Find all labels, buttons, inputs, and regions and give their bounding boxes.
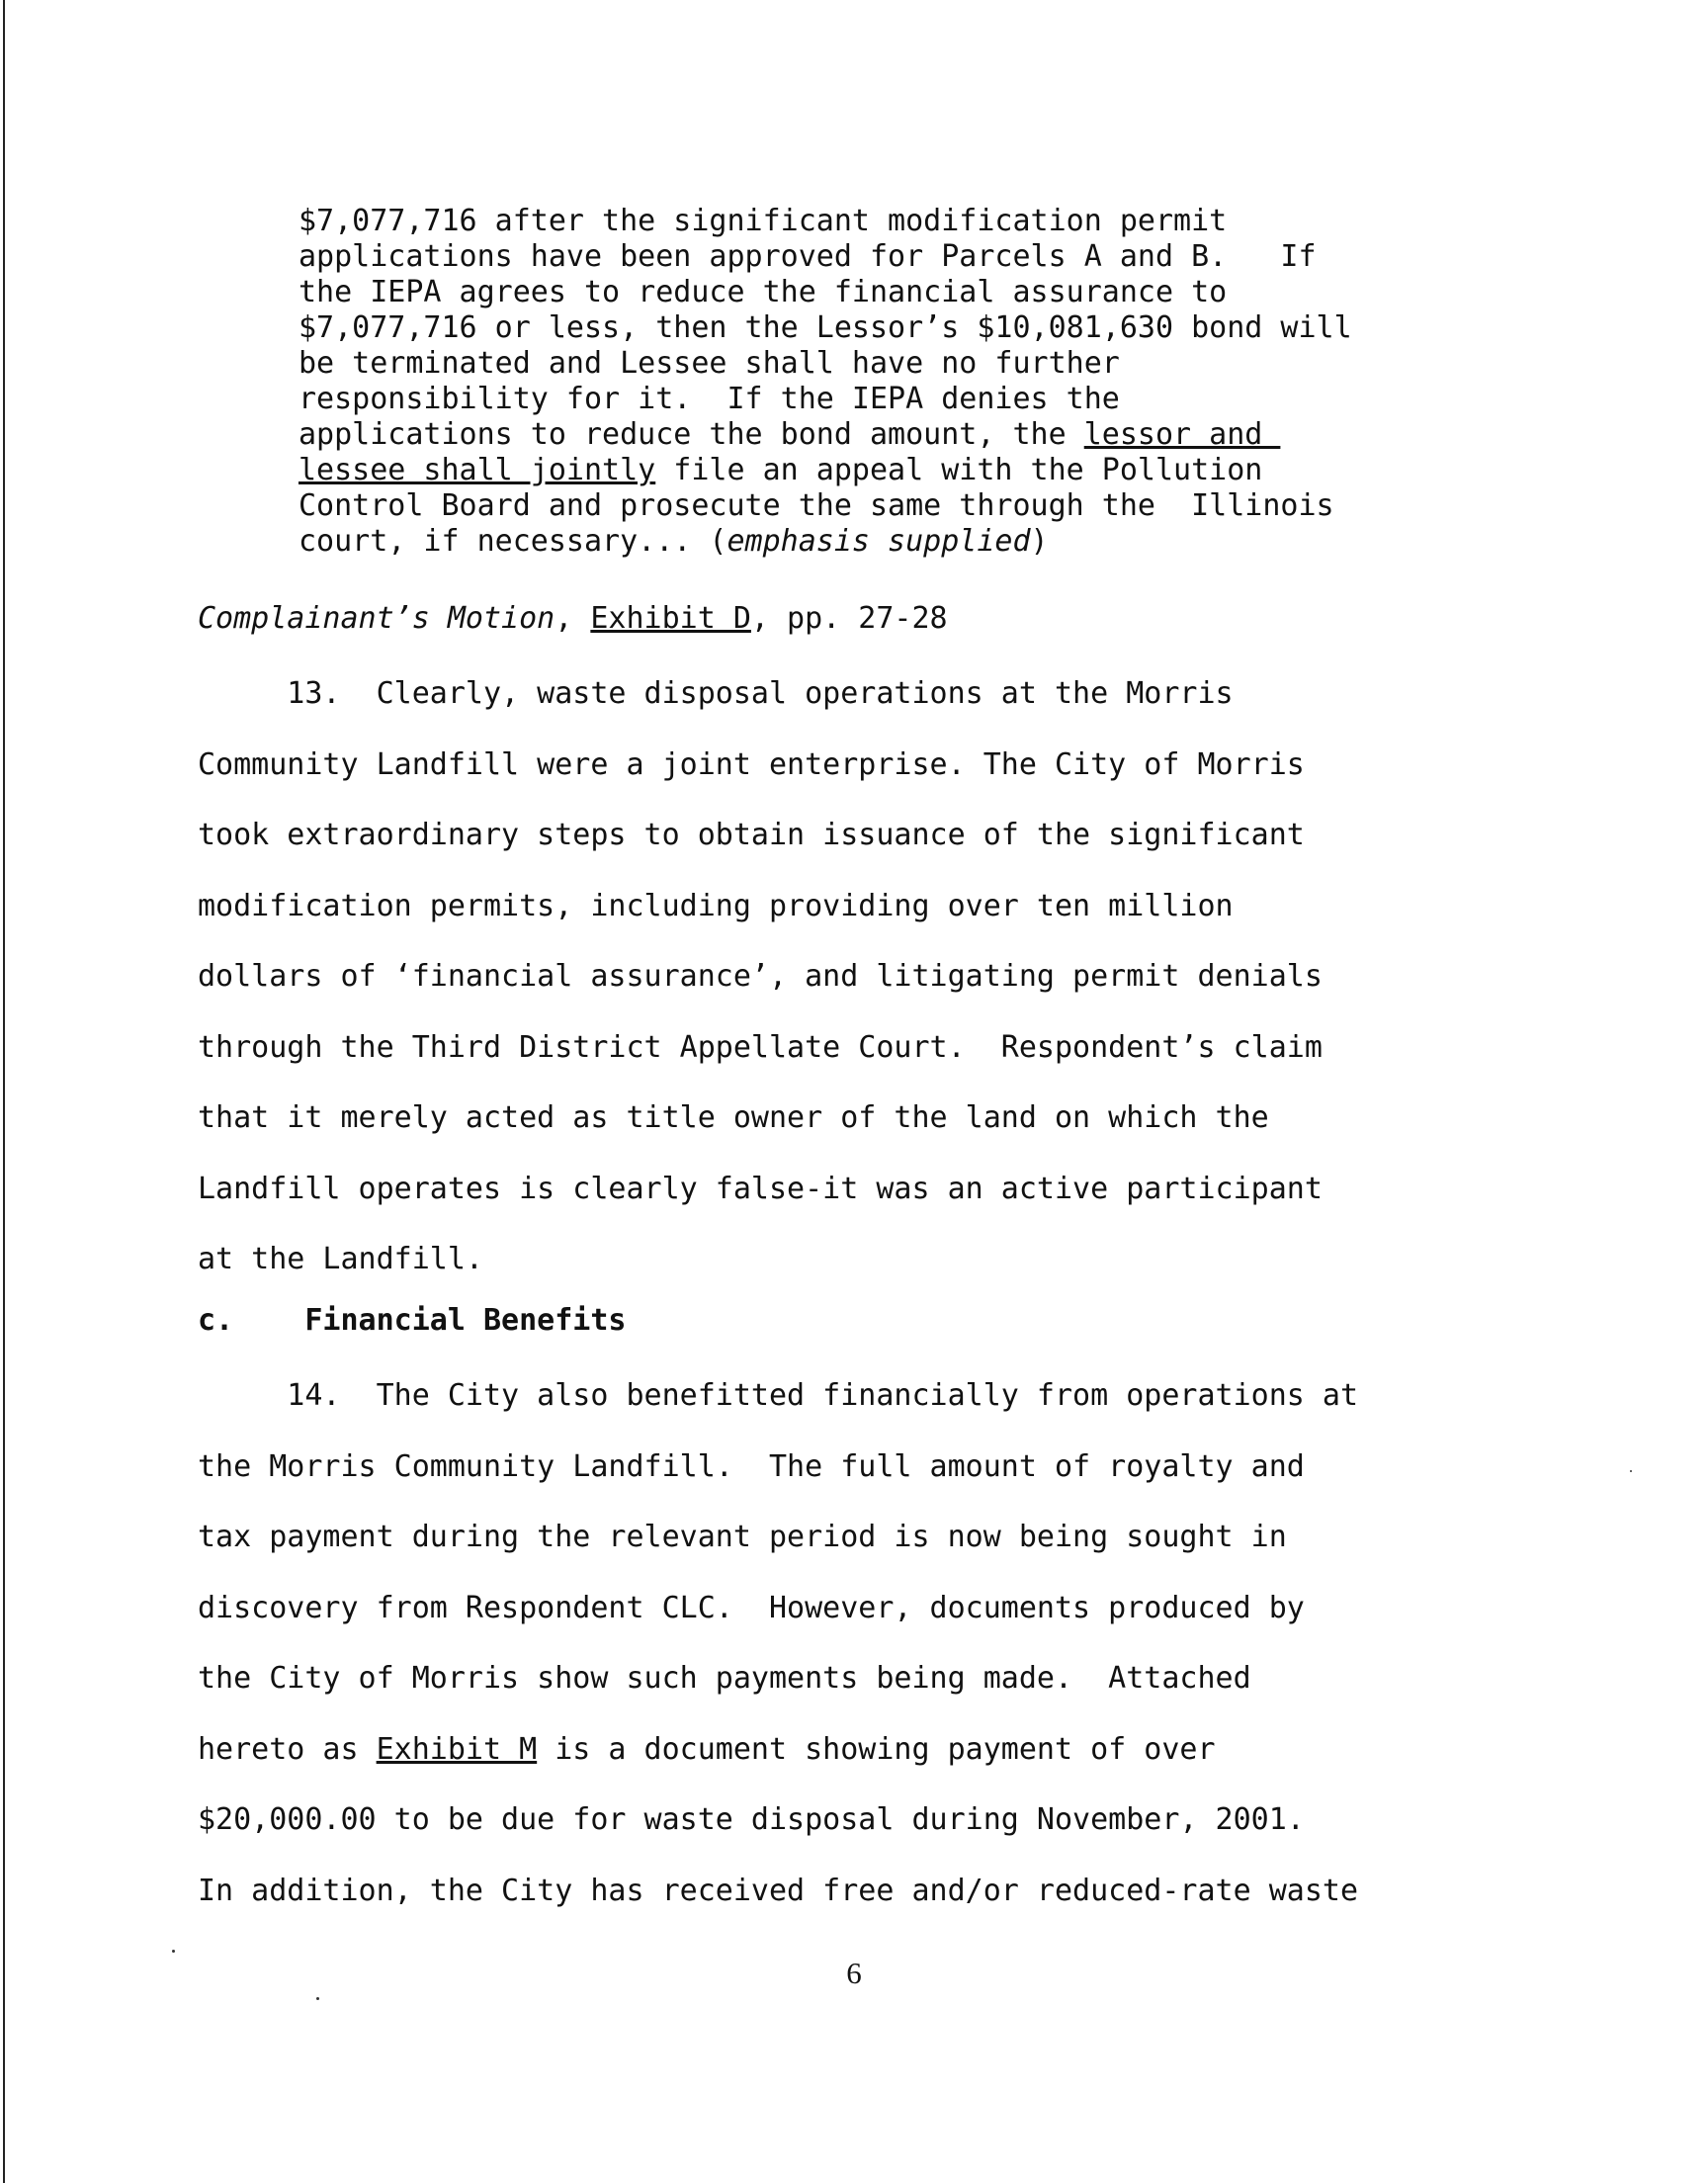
quote-line: the IEPA agrees to reduce the financial assurance to xyxy=(299,275,1228,309)
paragraph-line: Community Landfill were a joint enterprise. The City of Morris xyxy=(198,746,1305,782)
paragraph-line: hereto as xyxy=(198,1731,377,1767)
paragraph-13 xyxy=(198,658,1522,1295)
citation-separator: , xyxy=(555,601,591,636)
exhibit-reference: Exhibit D xyxy=(590,601,751,636)
citation xyxy=(198,601,948,637)
underlined-phrase: lessee shall jointly xyxy=(299,453,656,487)
page-edge-rule xyxy=(3,0,5,2183)
paragraph-14 xyxy=(198,1360,1522,1926)
exhibit-reference: Exhibit M xyxy=(376,1731,538,1767)
paragraph-line: In addition, the City has received free and/or reduced-rate waste xyxy=(198,1873,1358,1908)
quote-line: court, if necessary... ( xyxy=(299,524,727,559)
emphasis-note: emphasis supplied xyxy=(726,524,1031,559)
section-title: Financial Benefits xyxy=(304,1303,627,1338)
paragraph-line: is a document showing payment of over xyxy=(537,1731,1216,1767)
citation-pages: , pp. 27-28 xyxy=(750,601,948,636)
quote-line: $7,077,716 or less, then the Lessor’s $10,081,630 bond will xyxy=(299,310,1352,345)
quote-line: be terminated and Lessee shall have no further xyxy=(299,346,1120,381)
paragraph-line: through the Third District Appellate Court. Respondent’s claim xyxy=(198,1029,1323,1065)
paragraph-line: 14. The City also benefitted financially from operations at xyxy=(198,1378,1358,1413)
block-quote xyxy=(299,204,1524,560)
paragraph-line: Landfill operates is clearly false-it was an active participant xyxy=(198,1171,1323,1206)
quote-line: responsibility for it. If the IEPA denies the xyxy=(299,382,1120,416)
paragraph-line: took extraordinary steps to obtain issuance of the significant xyxy=(198,818,1305,852)
quote-line: file an appeal with the Pollution xyxy=(655,453,1263,487)
citation-title: Complainant’s Motion xyxy=(198,601,555,636)
scan-speck xyxy=(316,1997,319,2000)
paragraph-line: 13. Clearly, waste disposal operations at the Morris xyxy=(198,676,1234,711)
underlined-phrase: lessor and xyxy=(1083,417,1281,452)
paragraph-line: discovery from Respondent CLC. However, documents produced by xyxy=(198,1590,1305,1625)
section-heading xyxy=(198,1303,626,1339)
quote-line: $7,077,716 after the significant modification permit xyxy=(299,204,1228,238)
quote-line: applications have been approved for Parcels A and B. If xyxy=(299,239,1317,274)
paragraph-line: modification permits, including providing over ten million xyxy=(198,888,1234,923)
quote-line: applications to reduce the bond amount, the xyxy=(299,417,1084,452)
quote-line: ) xyxy=(1030,524,1049,559)
paragraph-line: the Morris Community Landfill. The full amount of royalty and xyxy=(198,1448,1305,1484)
paragraph-line: the City of Morris show such payments being made. Attached xyxy=(198,1661,1251,1696)
scan-speck xyxy=(1630,1470,1632,1472)
paragraph-line: $20,000.00 to be due for waste disposal during November, 2001. xyxy=(198,1802,1305,1837)
paragraph-line: that it merely acted as title owner of the land on which the xyxy=(198,1100,1269,1135)
paragraph-line: dollars of ‘financial assurance’, and litigating permit denials xyxy=(198,959,1323,994)
scan-speck xyxy=(172,1950,175,1953)
paragraph-line: tax payment during the relevant period is now being sought in xyxy=(198,1520,1287,1554)
section-letter: c. xyxy=(198,1303,234,1338)
paragraph-line: at the Landfill. xyxy=(198,1242,483,1276)
quote-line: Control Board and prosecute the same through the Illinois xyxy=(299,488,1334,523)
page-number: 6 xyxy=(846,1956,862,1990)
